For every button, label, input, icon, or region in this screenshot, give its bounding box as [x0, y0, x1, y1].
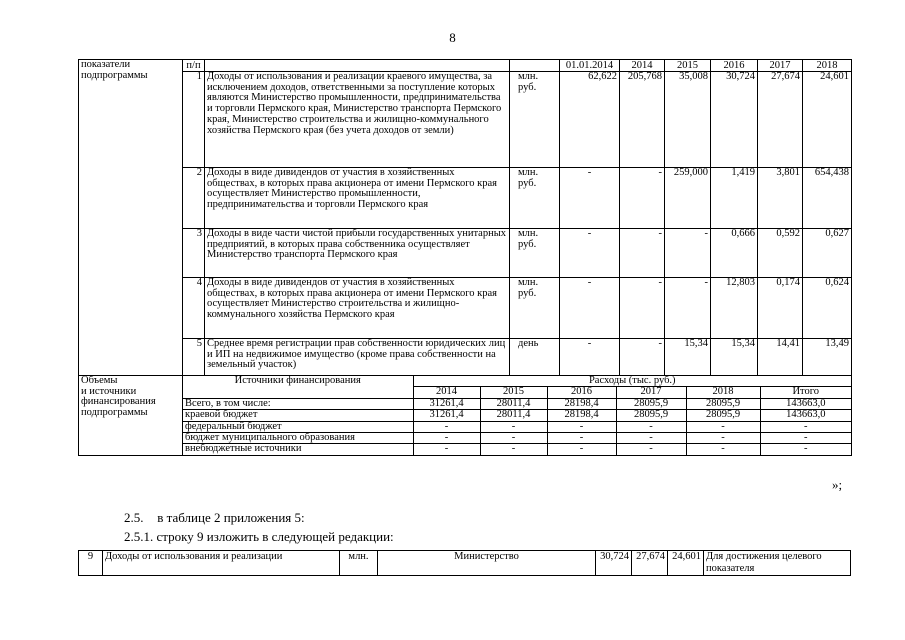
indicator-name: Доходы от использования и реализации краевого имущества, за исключением доходов, ответственными за поступление которых являются Министерство промышленности, предпринимательства и торговли Пермского края, Министерство транспорта Пермского края, Министерство строительства и жилищно-коммунального хозяйства Пермского края (без учета доходов от земли): [205, 72, 510, 168]
indicator-value: 15,34: [665, 339, 711, 376]
row-name: Доходы от использования и реализации: [103, 551, 340, 576]
indicator-name: Среднее время регистрации прав собственности юридических лиц и ИП на недвижимое имущество (кроме права собственности на земельный участок): [205, 339, 510, 376]
finance-year: 2015: [480, 387, 547, 398]
indicator-unit: день: [510, 339, 560, 376]
finance-value: 28095,9: [616, 398, 686, 409]
indicator-value: -: [620, 278, 665, 339]
finance-value: 28198,4: [547, 410, 616, 421]
finance-source-row: [183, 421, 851, 432]
passport-table: [78, 59, 852, 456]
finance-header-row: [183, 376, 851, 387]
indicator-value: -: [665, 278, 711, 339]
finance-value: -: [760, 433, 851, 444]
finance-value: -: [413, 444, 480, 455]
finance-source-row: [183, 433, 851, 444]
row-9-table: [78, 550, 851, 576]
indicator-value: 654,438: [803, 168, 852, 229]
indicator-value: -: [560, 339, 620, 376]
finance-value: -: [413, 421, 480, 432]
paragraph-number: 2.5.: [124, 510, 144, 525]
indicators-label: показатели подпрограммы: [79, 60, 183, 376]
finance-value: 143663,0: [760, 398, 851, 409]
indicator-value: 12,803: [711, 278, 758, 339]
page-number: 8: [449, 30, 456, 45]
indicator-unit: млн. руб.: [510, 72, 560, 168]
finance-value: 28095,9: [616, 410, 686, 421]
indicator-value: -: [665, 229, 711, 278]
year-header: 2017: [758, 60, 803, 72]
row-value: 24,601: [668, 551, 704, 576]
indicator-number: 2: [183, 168, 205, 229]
finance-source: Всего, в том числе:: [183, 398, 413, 409]
finance-year: Итого: [760, 387, 851, 398]
indicator-value: 0,624: [803, 278, 852, 339]
empty-header: [510, 60, 560, 72]
finance-source-row: [183, 410, 851, 421]
finance-value: -: [480, 444, 547, 455]
indicator-name: Доходы в виде дивидендов от участия в хозяйственных обществах, в которых права акционера от имени Пермского края осуществляет Министерство строительства и жилищно-коммунального хозяйства Пермского края: [205, 278, 510, 339]
finance-value: -: [616, 433, 686, 444]
finance-value: -: [413, 433, 480, 444]
indicator-unit: млн. руб.: [510, 229, 560, 278]
indicator-row: [79, 339, 852, 376]
indicator-value: 0,627: [803, 229, 852, 278]
finance-source: краевой бюджет: [183, 410, 413, 421]
finance-year: 2018: [686, 387, 760, 398]
indicator-number: 3: [183, 229, 205, 278]
indicator-value: -: [560, 229, 620, 278]
indicator-number: 5: [183, 339, 205, 376]
finance-year: 2016: [547, 387, 616, 398]
header-row: [79, 60, 852, 72]
row-ministry: Министерство: [378, 551, 596, 576]
row-note: Для достижения целевого показателя: [704, 551, 851, 576]
finance-year: 2014: [413, 387, 480, 398]
indicator-value: -: [620, 229, 665, 278]
finance-value: -: [547, 421, 616, 432]
indicator-value: 24,601: [803, 72, 852, 168]
row-number: 9: [79, 551, 103, 576]
indicator-row: [79, 229, 852, 278]
indicator-value: -: [560, 168, 620, 229]
indicator-number: 1: [183, 72, 205, 168]
finance-source-row: [183, 398, 851, 409]
indicator-value: 259,000: [665, 168, 711, 229]
indicator-unit: млн. руб.: [510, 278, 560, 339]
finance-source: федеральный бюджет: [183, 421, 413, 432]
finance-value: 31261,4: [413, 410, 480, 421]
finance-value: -: [760, 421, 851, 432]
indicator-row: [79, 278, 852, 339]
empty-header: [205, 60, 510, 72]
indicator-unit: млн. руб.: [510, 168, 560, 229]
indicator-value: 30,724: [711, 72, 758, 168]
finance-value: 31261,4: [413, 398, 480, 409]
finance-value: 28095,9: [686, 398, 760, 409]
expenses-header: Расходы (тыс. руб.): [413, 376, 851, 387]
indicator-row: [79, 168, 852, 229]
finance-value: -: [547, 433, 616, 444]
indicator-value: -: [620, 339, 665, 376]
finance-value: 28011,4: [480, 398, 547, 409]
finance-value: 28011,4: [480, 410, 547, 421]
finance-value: 28095,9: [686, 410, 760, 421]
finance-cell: [183, 376, 852, 456]
indicator-value: 35,008: [665, 72, 711, 168]
indicator-value: 27,674: [758, 72, 803, 168]
row-value: 27,674: [632, 551, 668, 576]
year-header: 2014: [620, 60, 665, 72]
indicator-value: 0,174: [758, 278, 803, 339]
indicator-number: 4: [183, 278, 205, 339]
row-9: [79, 551, 851, 576]
finance-value: -: [686, 421, 760, 432]
indicator-name: Доходы в виде дивидендов от участия в хозяйственных обществах, в которых права акционера от имени Пермского края осуществляет Министерство промышленности, предпринимательства и торговли Пермского края: [205, 168, 510, 229]
paragraph-text: в таблице 2 приложения 5:: [157, 510, 305, 525]
year-header: 2018: [803, 60, 852, 72]
indicator-value: 3,801: [758, 168, 803, 229]
finance-table: [183, 376, 851, 455]
finance-value: -: [480, 433, 547, 444]
indicator-value: -: [560, 278, 620, 339]
year-header: 01.01.2014: [560, 60, 620, 72]
indicator-row: [79, 72, 852, 168]
pp-header: п/п: [183, 60, 205, 72]
finance-value: -: [686, 433, 760, 444]
finance-value: -: [760, 444, 851, 455]
finance-value: -: [616, 421, 686, 432]
indicator-value: 1,419: [711, 168, 758, 229]
sources-header: Источники финансирования: [183, 376, 413, 398]
finance-value: 28198,4: [547, 398, 616, 409]
indicator-value: 14,41: [758, 339, 803, 376]
indicator-value: -: [620, 168, 665, 229]
finance-value: -: [686, 444, 760, 455]
closing-quote: »;: [832, 477, 843, 492]
indicator-value: 62,622: [560, 72, 620, 168]
indicator-value: 15,34: [711, 339, 758, 376]
indicator-value: 0,592: [758, 229, 803, 278]
indicator-value: 0,666: [711, 229, 758, 278]
indicator-value: 13,49: [803, 339, 852, 376]
finance-value: -: [480, 421, 547, 432]
paragraph-2-5-1: 2.5.1. строку 9 изложить в следующей редакции:: [124, 529, 394, 544]
finance-year: 2017: [616, 387, 686, 398]
finance-row: [79, 376, 852, 456]
row-value: 30,724: [596, 551, 632, 576]
finance-value: 143663,0: [760, 410, 851, 421]
finance-source-row: [183, 444, 851, 455]
finance-value: -: [616, 444, 686, 455]
row-unit: млн.: [340, 551, 378, 576]
indicator-name: Доходы в виде части чистой прибыли государственных унитарных предприятий, в которых права собственника осуществляет Министерство транспорта Пермского края: [205, 229, 510, 278]
finance-value: -: [547, 444, 616, 455]
paragraph-2-5: [124, 510, 305, 526]
year-header: 2016: [711, 60, 758, 72]
finance-source: бюджет муниципального образования: [183, 433, 413, 444]
year-header: 2015: [665, 60, 711, 72]
finance-source: внебюджетные источники: [183, 444, 413, 455]
finance-label: Объемы и источники финансирования подпрограммы: [79, 376, 183, 456]
indicator-value: 205,768: [620, 72, 665, 168]
